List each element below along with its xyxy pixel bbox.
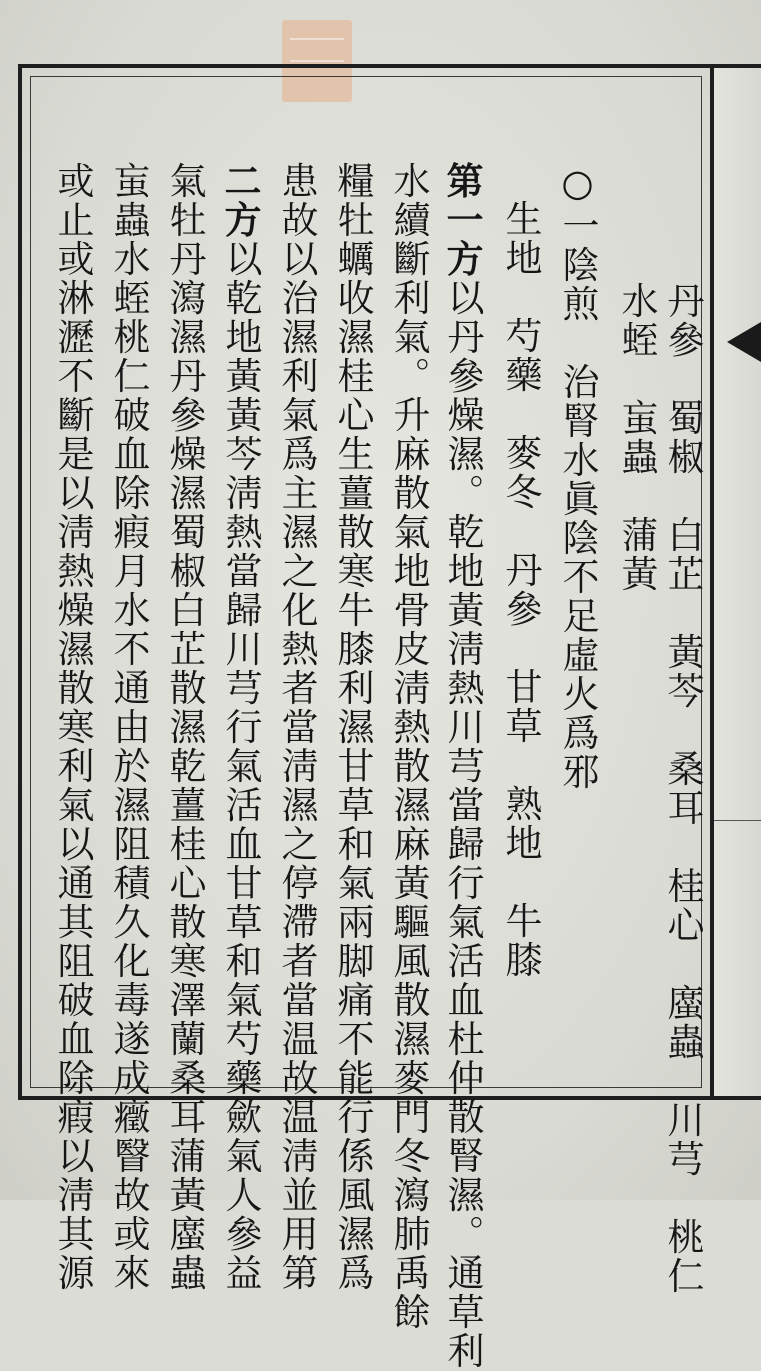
column-text: 䖟蟲水蛭桃仁破血除瘕月水不通由於濕阻積久化毒遂成癥瞖故或來 [107, 161, 150, 1293]
column-text: 以乾地黃黃芩淸熱當歸川芎行氣活血甘草和氣芍藥歛氣人參益 [219, 239, 262, 1293]
column-text: 水蛭 䖟蟲 蒲黃 [615, 281, 658, 594]
column-text: 患故以治濕利氣爲主濕之化熱者當淸濕之停滯者當温故温淸並用第 [275, 161, 318, 1293]
column-text: 氣牡丹瀉濕丹參燥濕蜀椒白芷散濕乾薑桂心散寒澤蘭桑耳蒲黃䗪蟲 [163, 161, 206, 1293]
column-text: 以丹參燥濕。乾地黃淸熱川芎當歸行氣活血杜仲散腎濕。通草利 [441, 278, 484, 1371]
column-text: 糧牡蠣收濕桂心生薑散寒牛膝利濕甘草和氣兩脚痛不能行係風濕爲 [331, 161, 374, 1293]
formula-heading: 第一方 [440, 161, 484, 279]
column-text: 生地 芍藥 麥冬 丹參 甘草 熟地 牛膝 [499, 199, 542, 980]
text-column-12 [50, 134, 138, 1293]
column-text: 丹參 蜀椒 白芷 黃芩 桑耳 桂心 䗪蟲 川芎 桃仁 [661, 281, 704, 1296]
column-text: 水續斷利氣。升麻散氣地骨皮淸熱散濕麻黃驅風散濕麥門冬瀉肺禹餘 [387, 161, 430, 1332]
formula-heading: 二方 [218, 161, 262, 240]
column-text: 或止或淋瀝不斷是以淸熱燥濕散寒利氣以通其阻破血除瘕以淸其源 [51, 161, 94, 1293]
column-text: ○一陰煎 治腎水眞陰不足虛火爲邪 [556, 161, 599, 792]
